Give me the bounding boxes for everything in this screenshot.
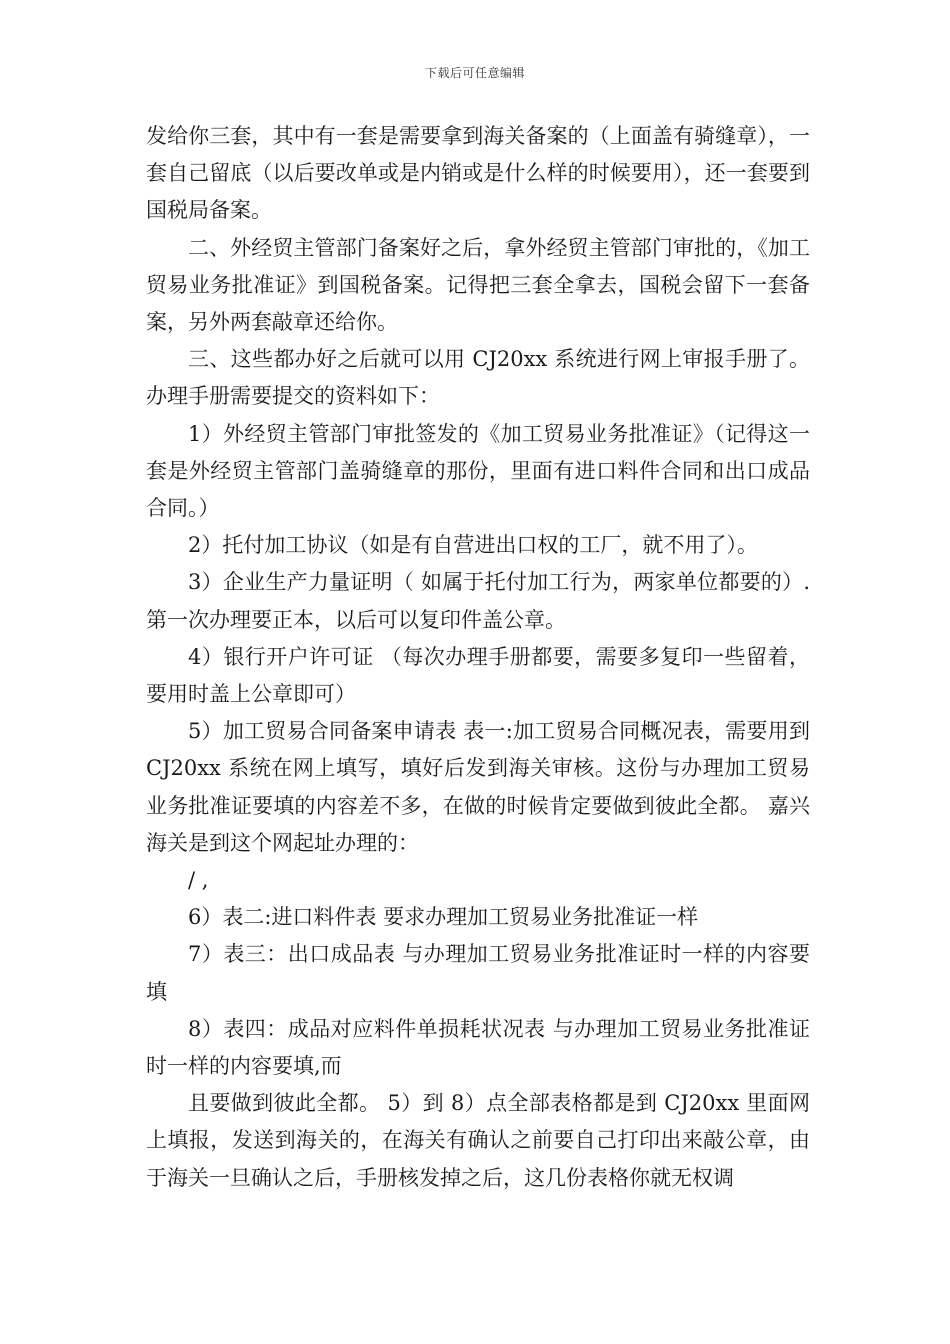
paragraph-7: 4）银行开户许可证 （每次办理手册都要，需要多复印一些留着，要用时盖上公章即可）	[146, 644, 810, 707]
paragraph-1: 发给你三套，其中有一套是需要拿到海关备案的（上面盖有骑缝章），一套自己留底（以后要改单或是内销或是什么样的时候要用），还一套要到国税局备案。	[146, 124, 810, 223]
paragraph-12: 8）表四：成品对应料件单损耗状况表 与办理加工贸易业务批准证时一样的内容要填,而	[146, 1016, 810, 1079]
paragraph-10: 6）表二:进口料件表 要求办理加工贸易业务批准证一样	[188, 905, 699, 930]
paragraph-3: 三、这些都办好之后就可以用 CJ20xx 系统进行网上审报手册了。办理手册需要提交的资料如下：	[146, 347, 810, 409]
paragraph-11: 7）表三：出口成品表 与办理加工贸易业务批准证时一样的内容要填	[146, 942, 810, 1004]
paragraph-2: 二、外经贸主管部门备案好之后，拿外经贸主管部门审批的，《加工贸易业务批准证》到国税备案。记得把三套全拿去，国税会留下一套备案，另外两套敲章还给你。	[146, 235, 810, 335]
page-header: 下载后可任意编辑	[424, 66, 525, 80]
paragraph-5: 2）托付加工协议（如是有自营进出口权的工厂，就不用了）。	[188, 533, 758, 558]
paragraph-6: 3）企业生产力量证明（ 如属于托付加工行为，两家单位都要的）.第一次办理要正本，以后可以复印件盖公章。	[146, 570, 810, 632]
paragraph-13: 且要做到彼此全都。 5）到 8）点全部表格都是到 CJ20xx 里面网上填报，发送到海关的，在海关有确认之前要自己打印出来敲公章，由于海关一旦确认之后，手册核发掉之后，这几份表格你就无权调	[146, 1091, 810, 1190]
paragraph-9: / ,	[188, 868, 209, 893]
paragraph-8: 5）加工贸易合同备案申请表 表一:加工贸易合同概况表，需要用到 CJ20xx 系统在网上填写，填好后发到海关审核。这份与办理加工贸易业务批准证要填的内容差不多，在做的时候肯定要做到彼此全都。 嘉兴海关是到这个网起址办理的：	[146, 719, 810, 855]
document-body	[146, 118, 810, 1197]
paragraph-4: 1）外经贸主管部门审批签发的《加工贸易业务批准证》（记得这一套是外经贸主管部门盖骑缝章的那份，里面有进口料件合同和出口成品合同。）	[146, 421, 810, 521]
